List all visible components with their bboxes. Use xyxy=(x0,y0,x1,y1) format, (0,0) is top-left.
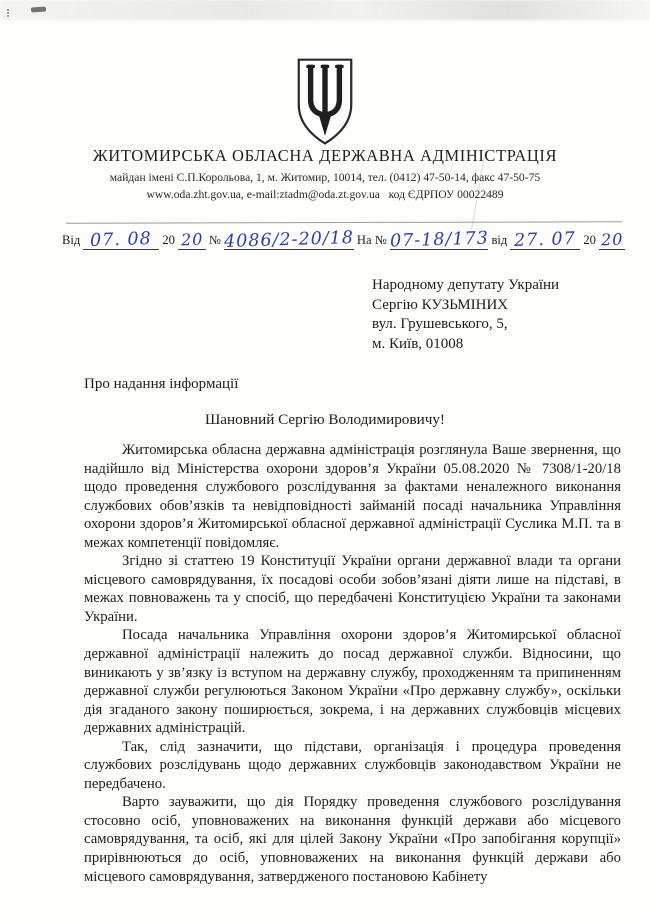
organization-title: ЖИТОМИРСЬКА ОБЛАСНА ДЕРЖАВНА АДМІНІСТРАЦІЯ xyxy=(92,146,558,165)
outgoing-date-blank xyxy=(83,229,159,250)
outgoing-year-handwritten: 20 xyxy=(180,229,204,250)
letter-body xyxy=(84,441,621,886)
organization-address: майдан імені С.П.Корольова, 1, м. Житомир, 10014, тел. (0412) 47-50-14, факс 47-50-75 xyxy=(109,171,541,184)
scan-speck-dots xyxy=(7,9,13,17)
incoming-number-handwritten: 07-18/173 xyxy=(389,228,489,252)
outgoing-reference xyxy=(62,227,357,253)
subject-line: Про надання інформації xyxy=(84,376,239,392)
recipient-line: Народному депутату України xyxy=(372,277,560,293)
recipient-line: Сергію КУЗЬМІНИХ xyxy=(372,296,509,313)
scan-speck xyxy=(31,6,46,12)
body-paragraph: Житомирська обласна державна адміністрація розглянула Ваше звернення, що надійшло від Міністерства охорони здоров’я України 05.08.2020 № 7308/1-20/18 щодо проведення службового розслідування за фактами неналежного виконання службових обов’язків та невідповідності займаній посаді начальника Управління охорони здоров’я Житомирської обласної державної адміністрації Суслика М.П. та в межах компетенції повідомляє. xyxy=(84,442,621,551)
number-label: № xyxy=(208,233,221,247)
body-paragraph: Так, слід зазначити, що підстави, організація і процедура проведення службових розслідувань щодо державних службовців законодавством України не передбачено. xyxy=(84,738,621,792)
outgoing-number-blank xyxy=(223,227,355,253)
recipient-line: м. Київ, 01008 xyxy=(372,335,464,352)
body-paragraph: Варто зауважити, що дія Порядку проведення службового розслідування стосовно осіб, уповноважених на виконання функцій держави або місцевого самоврядування, та осіб, які для цілей Закону України «Про запобігання корупції» прирівнюються до осіб, уповноважених на виконання функцій держави або місцевого самоврядування, затвердженого постановою Кабінету xyxy=(84,794,621,885)
salutation-line: Шановний Сергію Володимировичу! xyxy=(204,411,445,428)
reply-date-label: від xyxy=(491,233,508,247)
year-prefix: 20 xyxy=(162,233,175,247)
outgoing-number-handwritten: 4086/2-20/18 xyxy=(223,227,355,253)
outgoing-date-handwritten: 07. 08 xyxy=(90,229,153,251)
incoming-year-blank xyxy=(599,229,625,250)
from-label: Від xyxy=(62,233,81,247)
header-divider xyxy=(66,221,622,223)
header-emblem xyxy=(0,57,650,152)
recipient-block xyxy=(372,276,559,354)
incoming-date-handwritten: 27. 07 xyxy=(514,229,577,251)
body-paragraph: Посада начальника Управління охорони здоров’я Житомирської обласної державної адміністрації належить до посад державної служби. Відносини, що виникають у зв’язку із вступом на державну службу, проходженням та припиненням державної служби регулюються Законом України «Про державну службу», оскільки дія згаданого закону поширюється, зокрема, і на державних службовців місцевих державних адміністрацій. xyxy=(84,627,621,737)
incoming-date-blank xyxy=(510,229,580,250)
incoming-year-handwritten: 20 xyxy=(600,229,624,250)
incoming-number-blank xyxy=(390,229,489,250)
incoming-reference xyxy=(357,229,628,250)
recipient-line: вул. Грушевського, 5, xyxy=(372,316,508,332)
reply-label: На № xyxy=(356,233,387,247)
reference-row xyxy=(62,227,624,253)
organization-contacts: www.oda.zht.gov.ua, e-mail:ztadm@oda.zt.gov.ua код ЄДРПОУ 00022489 xyxy=(146,188,504,201)
reply-year-prefix: 20 xyxy=(583,233,596,247)
scan-shadow-band xyxy=(0,0,650,20)
outgoing-year-blank xyxy=(178,229,206,250)
body-paragraph: Згідно зі статтею 19 Конституції України органи державної влади та органи місцевого самоврядування, їх посадові особи зобов’язані діяти лише на підставі, в межах повноважень та у спосіб, що передбачені Конституцією України та законами України. xyxy=(84,553,621,625)
